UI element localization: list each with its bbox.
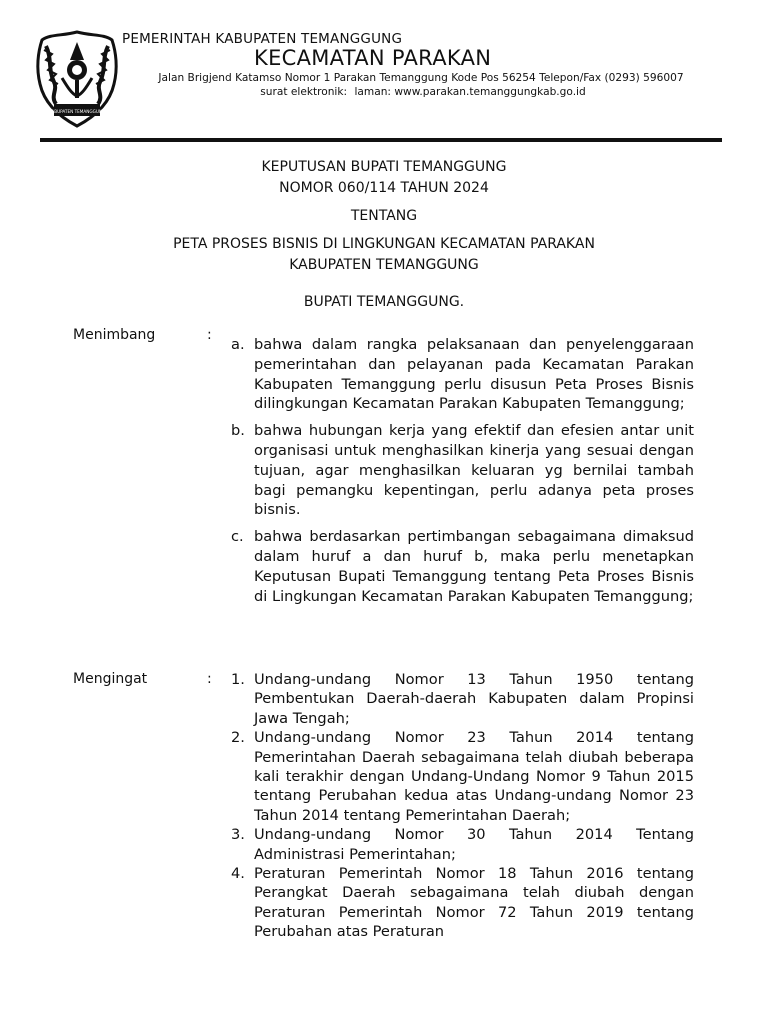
list-marker: 1. <box>231 671 245 688</box>
list-item <box>226 670 694 728</box>
decree-title: KEPUTUSAN BUPATI TEMANGGUNG <box>261 159 507 175</box>
list-item-text: bahwa berdasarkan pertimbangan sebagaimana dimaksud dalam huruf a dan huruf b, maka perlu menetapkan Keputusan Bupati Temanggung tentang Peta Proses Bisnis di Lingkungan Kecamatan Parakan Kabupaten Temanggung; <box>254 528 694 605</box>
list-item <box>226 728 694 825</box>
list-item <box>226 864 694 942</box>
list-item-text: Peraturan Pemerintah Nomor 18 Tahun 2016 tentang Perangkat Daerah sebagaimana telah diubah dengan Peraturan Pemerintah Nomor 72 Tahun 2019 tentang Perubahan atas Peraturan <box>254 865 694 941</box>
list-marker: a. <box>231 336 245 353</box>
list-marker: 3. <box>231 826 245 844</box>
list-marker: c. <box>231 528 244 546</box>
list-marker: 4. <box>231 865 245 883</box>
recalling-list <box>226 670 694 942</box>
decree-subject-line-1: PETA PROSES BISNIS DI LINGKUNGAN KECAMATAN PARAKAN <box>173 236 595 252</box>
decree-about: TENTANG <box>350 208 418 224</box>
recalling-colon: : <box>207 671 212 687</box>
office-address: Jalan Brigjend Katamso Nomor 1 Parakan Temanggung Kode Pos 56254 Telepon/Fax (0293) 596007 <box>158 72 684 84</box>
list-item <box>226 527 694 606</box>
logo-banner-text: KABUPATEN TEMANGGUNG <box>48 109 106 114</box>
decree-issuer: BUPATI TEMANGGUNG. <box>303 294 465 310</box>
decree-subject-line-2: KABUPATEN TEMANGGUNG <box>289 257 479 273</box>
considering-list <box>226 335 694 613</box>
list-item-text: bahwa hubungan kerja yang efektif dan efesien antar unit organisasi untuk menghasilkan kinerja yang sesuai dengan tujuan, agar menghasilkan keluaran yg bernilai tambah bagi pemangku kepentingan, perlu adanya peta proses bisnis. <box>254 422 694 519</box>
office-name: KECAMATAN PARAKAN <box>254 46 492 70</box>
list-item-text: bahwa dalam rangka pelaksanaan dan penyelenggaraan pemerintahan dan pelayanan pada Kecamatan Parakan Kabupaten Temanggung perlu disusun Peta Proses Bisnis dilingkungan Kecamatan Parakan Kabupaten Temanggung; <box>254 336 694 413</box>
recalling-label: Mengingat <box>73 671 148 687</box>
list-item-text: Undang-undang Nomor 13 Tahun 1950 tentang Pembentukan Daerah-daerah Kabupaten dalam Propinsi Jawa Tengah; <box>254 671 694 727</box>
considering-colon: : <box>207 327 212 343</box>
list-item-text: Undang-undang Nomor 23 Tahun 2014 tentang Pemerintahan Daerah sebagaimana telah diubah beberapa kali terakhir dengan Undang-Undang Nomor 9 Tahun 2015 tentang Perubahan kedua atas Undang-undang Nomor 23 Tahun 2014 tentang Pemerintahan Daerah; <box>254 729 694 824</box>
list-item <box>226 421 694 520</box>
list-marker: 2. <box>231 729 245 747</box>
email-label: surat elektronik: <box>260 86 348 98</box>
list-item <box>226 335 694 414</box>
office-contact <box>0 86 768 98</box>
letterhead-divider <box>40 138 722 142</box>
considering-label: Menimbang <box>73 327 156 343</box>
website-link[interactable]: laman: www.parakan.temanggungkab.go.id <box>354 86 586 98</box>
government-name: PEMERINTAH KABUPATEN TEMANGGUNG <box>122 31 403 47</box>
list-marker: b. <box>231 422 245 440</box>
decree-number: NOMOR 060/114 TAHUN 2024 <box>279 180 489 196</box>
list-item <box>226 825 694 864</box>
list-item-text: Undang-undang Nomor 30 Tahun 2014 Tentang Administrasi Pemerintahan; <box>254 826 694 863</box>
